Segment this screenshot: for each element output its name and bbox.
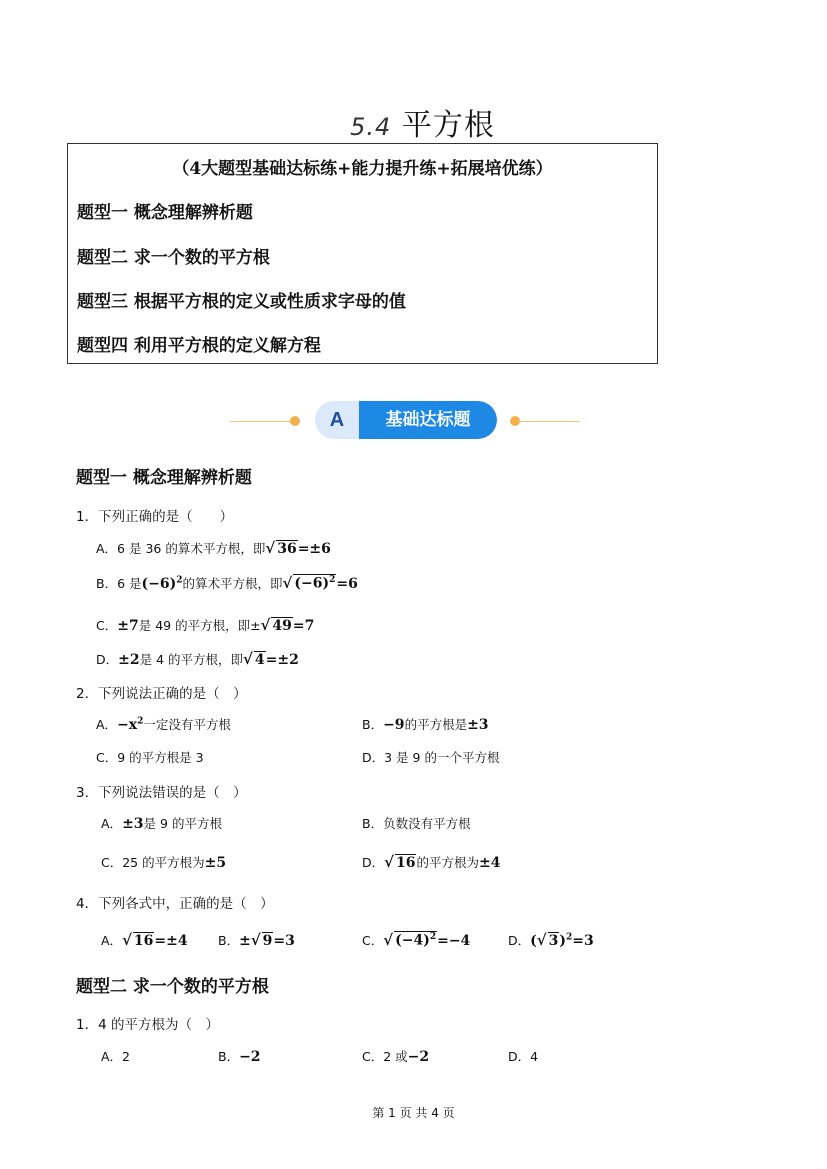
option-b: B．6 是$(-6)^2$的算术平方根，即√ $(-6)^2=6$ [96,574,358,592]
title-text: 平方根 [401,108,495,143]
outline-box [67,143,658,364]
title-number: 5.4 [350,113,392,141]
option-b: B．±√ 9=3 [218,931,295,949]
page-title [0,100,827,144]
option-b: B．−9的平方根是±3 [362,717,489,733]
option-d: D．(√ 3)$^2$=3 [508,931,594,949]
section-banner [230,399,580,443]
option-d: D．√ 16的平方根为±4 [362,853,501,871]
question-stem: 4．下列各式中，正确的是（ ） [76,896,274,912]
option-c: C．25 的平方根为±5 [101,855,227,871]
option-c: C．9 的平方根是 3 [96,750,204,765]
outline-item: 题型二 求一个数的平方根 [77,248,270,268]
section-heading: 题型二 求一个数的平方根 [76,977,269,997]
option-b: B．−2 [218,1049,261,1065]
option-a: A．√ 16=±4 [101,931,188,949]
option-d: D．±2是 4 的平方根，即√ 4=±2 [96,650,299,668]
option-a: A．$-x^2$一定没有平方根 [96,716,231,733]
section-heading: 题型一 概念理解辨析题 [76,468,252,488]
outline-item: 题型四 利用平方根的定义解方程 [77,336,321,356]
banner-letter: A [329,409,345,431]
banner-line-right [518,421,580,422]
option-a: A．6 是 36 的算术平方根，即√ 36=±6 [96,539,331,557]
option-c: C．±7是 49 的平方根，即±√ 49=7 [96,616,315,634]
option-b: B．负数没有平方根 [362,816,471,831]
banner-line-left [230,421,292,422]
option-c: C．√ $(-4)^2=-4$ [362,931,471,949]
question-stem: 1．下列正确的是（ ） [76,509,234,525]
outline-item: 题型三 根据平方根的定义或性质求字母的值 [77,292,406,312]
question-stem: 3．下列说法错误的是（ ） [76,785,247,801]
question-stem: 2．下列说法正确的是（ ） [76,686,247,702]
outline-subtitle: （4大题型基础达标练+能力提升练+拓展培优练） [172,159,553,179]
banner-dot-left [290,416,300,426]
option-a: A．2 [101,1049,131,1064]
option-a: A．±3是 9 的平方根 [101,816,222,832]
option-d: D．4 [508,1049,539,1064]
option-c: C．2 或−2 [362,1049,430,1065]
banner-pill [315,401,497,439]
question-stem: 1．4 的平方根为（ ） [76,1017,219,1033]
option-d: D．3 是 9 的一个平方根 [362,750,500,765]
page-footer: 第 1 页 共 4 页 [372,1106,455,1120]
outline-item: 题型一 概念理解辨析题 [77,203,253,223]
banner-label: 基础达标题 [359,401,497,439]
